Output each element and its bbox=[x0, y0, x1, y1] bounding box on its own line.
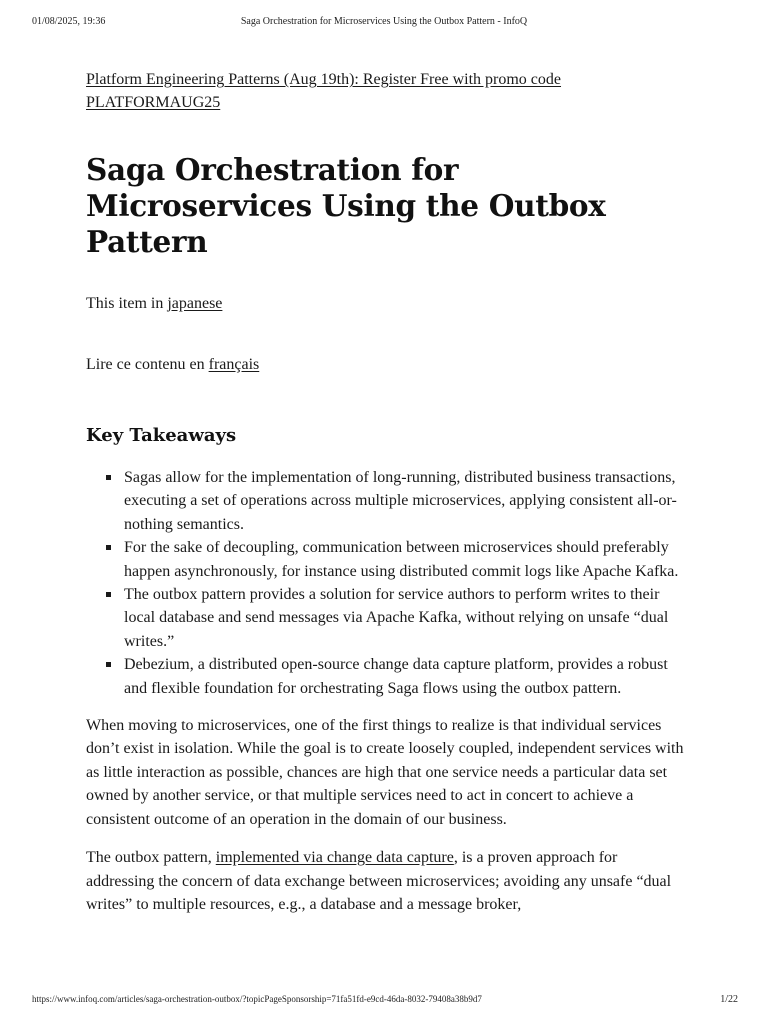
takeaway-text: Debezium, a distributed open-source change data capture platform, provides a robust and flexible foundation for orchestrating Saga flows using the outbox pattern. bbox=[124, 656, 668, 697]
key-takeaways-list bbox=[86, 466, 686, 700]
print-doc-title: Saga Orchestration for Microservices Using the Outbox Pattern - InfoQ bbox=[240, 16, 528, 27]
lang-french-link[interactable]: français bbox=[208, 356, 260, 373]
square-bullet-icon bbox=[106, 592, 111, 597]
lang-japanese-prefix: This item in bbox=[86, 295, 168, 312]
print-url: https://www.infoq.com/articles/saga-orchestration-outbox/?topicPageSponsorship=71fa51fd-e9cd-46da-8032-79408a38b9d7 bbox=[32, 994, 482, 1004]
print-datetime: 01/08/2025, 19:36 bbox=[32, 16, 106, 27]
page-number: 1/22 bbox=[720, 994, 738, 1005]
list-item bbox=[86, 466, 686, 536]
body-paragraph-2 bbox=[86, 846, 686, 916]
takeaway-text: Sagas allow for the implementation of long-running, distributed business transactions, executing a set of operations across multiple microservices, applying consistent all-or-nothing semantics. bbox=[124, 469, 677, 533]
lang-french-line bbox=[86, 354, 686, 376]
square-bullet-icon bbox=[106, 475, 111, 480]
lang-japanese-line bbox=[86, 293, 686, 315]
promo-link[interactable]: Platform Engineering Patterns (Aug 19th): Register Free with promo code PLATFORMAUG25 bbox=[86, 71, 562, 111]
print-footer bbox=[0, 994, 768, 1008]
takeaway-text: The outbox pattern provides a solution for service authors to perform writes to their local database and send messages via Apache Kafka, without relying on unsafe “dual writes.” bbox=[124, 586, 669, 650]
body-paragraph-1: When moving to microservices, one of the first things to realize is that individual services don’t exist in isolation. While the goal is to create loosely coupled, independent services with as little interaction as possible, chances are high that one service needs a particular data set owned by another service, or that multiple services need to act in concert to achieve a consistent outcome of an operation in the domain of our business. bbox=[86, 717, 684, 828]
list-item bbox=[86, 583, 686, 653]
paragraph-2-after: , is a proven approach for addressing the concern of data exchange between microservices; avoiding any unsafe “dual writes” to multiple resources, e.g., a database and a message broker, bbox=[86, 849, 672, 913]
takeaway-text: For the sake of decoupling, communication between microservices should preferably happen asynchronously, for instance using distributed commit logs like Apache Kafka. bbox=[124, 539, 679, 580]
list-item bbox=[86, 653, 686, 700]
lang-japanese-link[interactable]: japanese bbox=[167, 295, 223, 312]
article-content bbox=[86, 68, 686, 916]
square-bullet-icon bbox=[106, 662, 111, 667]
article-title: Saga Orchestration for Microservices Using the Outbox Pattern bbox=[86, 152, 606, 259]
lang-french-prefix: Lire ce contenu en bbox=[86, 356, 209, 373]
paragraph-2-before: The outbox pattern, bbox=[86, 849, 216, 867]
key-takeaways-heading: Key Takeaways bbox=[86, 425, 237, 446]
list-item bbox=[86, 536, 686, 583]
print-header bbox=[0, 16, 768, 30]
change-data-capture-link[interactable]: implemented via change data capture bbox=[215, 849, 454, 867]
square-bullet-icon bbox=[106, 545, 111, 550]
